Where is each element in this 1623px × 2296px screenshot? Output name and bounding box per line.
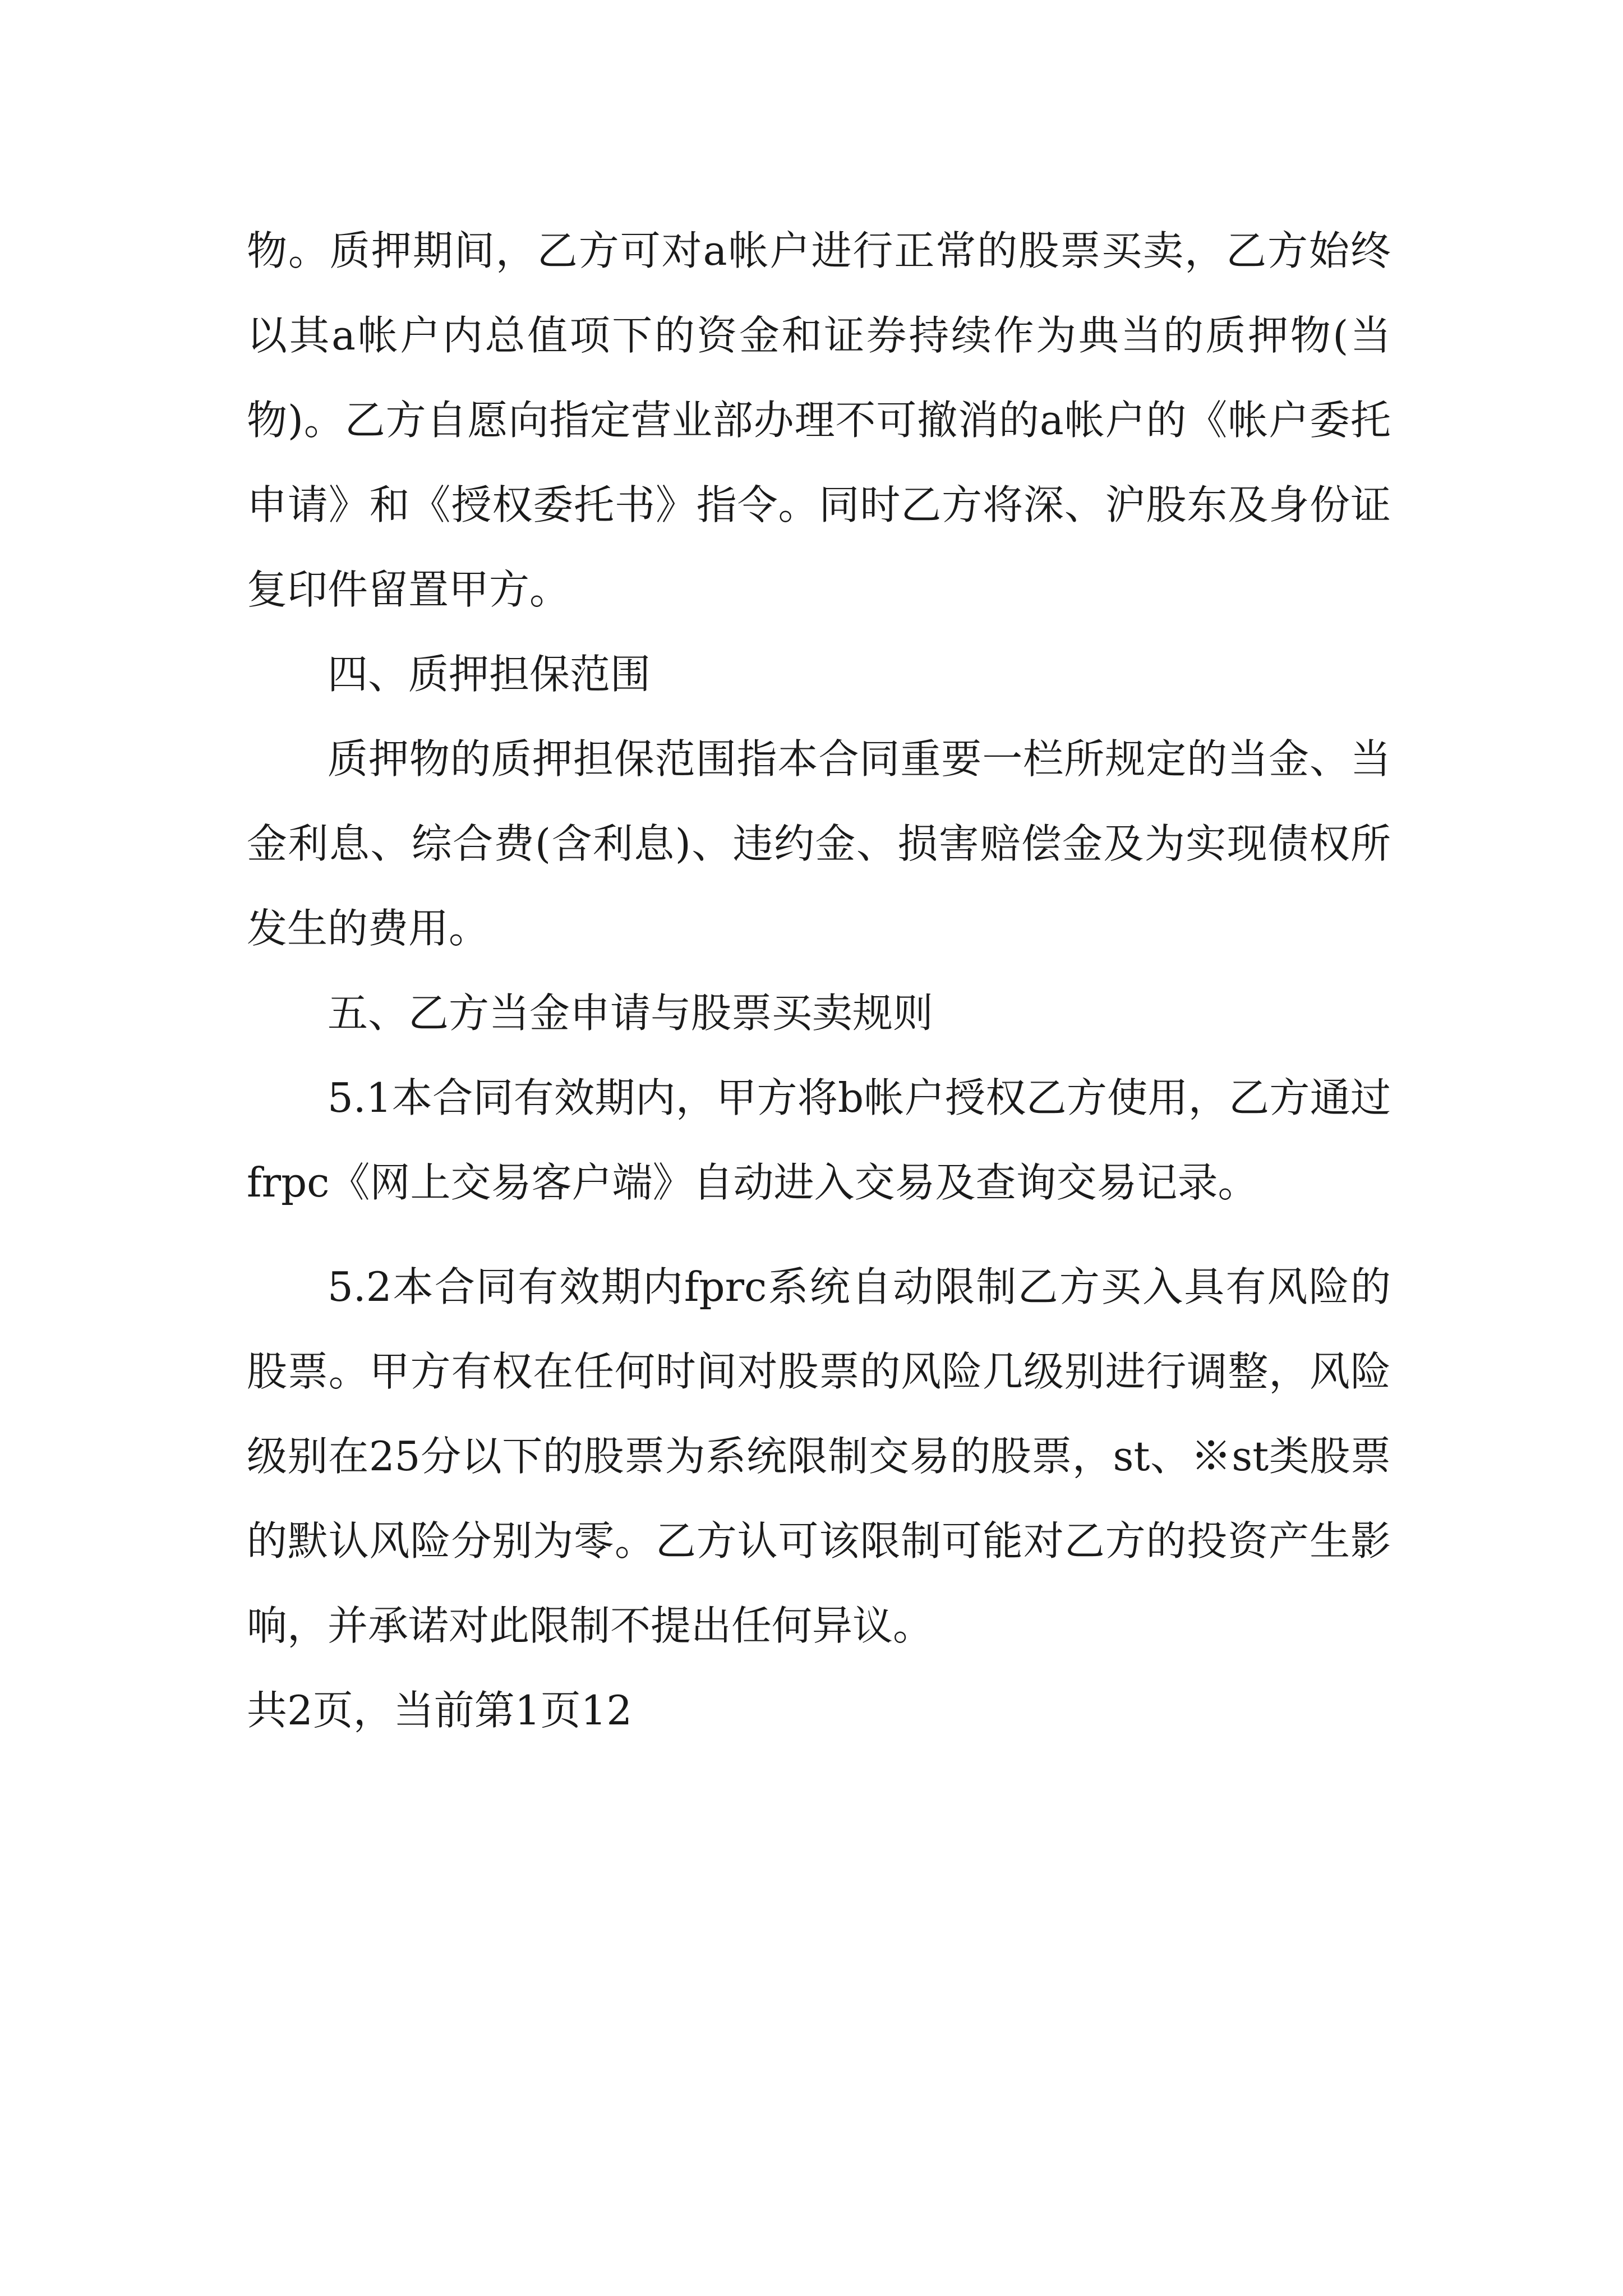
paragraph-clause-5-2: 5.2本合同有效期内fprc系统自动限制乙方买入具有风险的股票。甲方有权在任何时间对股票的风险几级别进行调整，风险级别在25分以下的股票为系统限制交易的股票，st、※st类股票的默认风险分别为零。乙方认可该限制可能对乙方的投资产生影响，并承诺对此限制不提出任何异议。 [247, 1263, 1391, 1649]
section-heading-4: 四、质押担保范围 [328, 651, 651, 698]
page-counter: 共2页，当前第1页12 [247, 1687, 633, 1734]
section-heading-5: 五、乙方当金申请与股票买卖规则 [328, 990, 934, 1037]
paragraph-pledge-account: 物。质押期间，乙方可对a帐户进行正常的股票买卖，乙方始终以其a帐户内总值项下的资金和证券持续作为典当的质押物(当物)。乙方自愿向指定营业部办理不可撤消的a帐户的《帐户委托申请》和《授权委托书》指令。同时乙方将深、沪股东及身份证复印件留置甲方。 [247, 227, 1391, 613]
paragraph-clause-5-1: 5.1本合同有效期内，甲方将b帐户授权乙方使用，乙方通过frpc《网上交易客户端》自动进入交易及查询交易记录。 [247, 1074, 1391, 1206]
document-body [247, 209, 1391, 1753]
paragraph-pledge-scope: 质押物的质押担保范围指本合同重要一栏所规定的当金、当金利息、综合费(含利息)、违约金、损害赔偿金及为实现债权所发生的费用。 [247, 735, 1391, 952]
